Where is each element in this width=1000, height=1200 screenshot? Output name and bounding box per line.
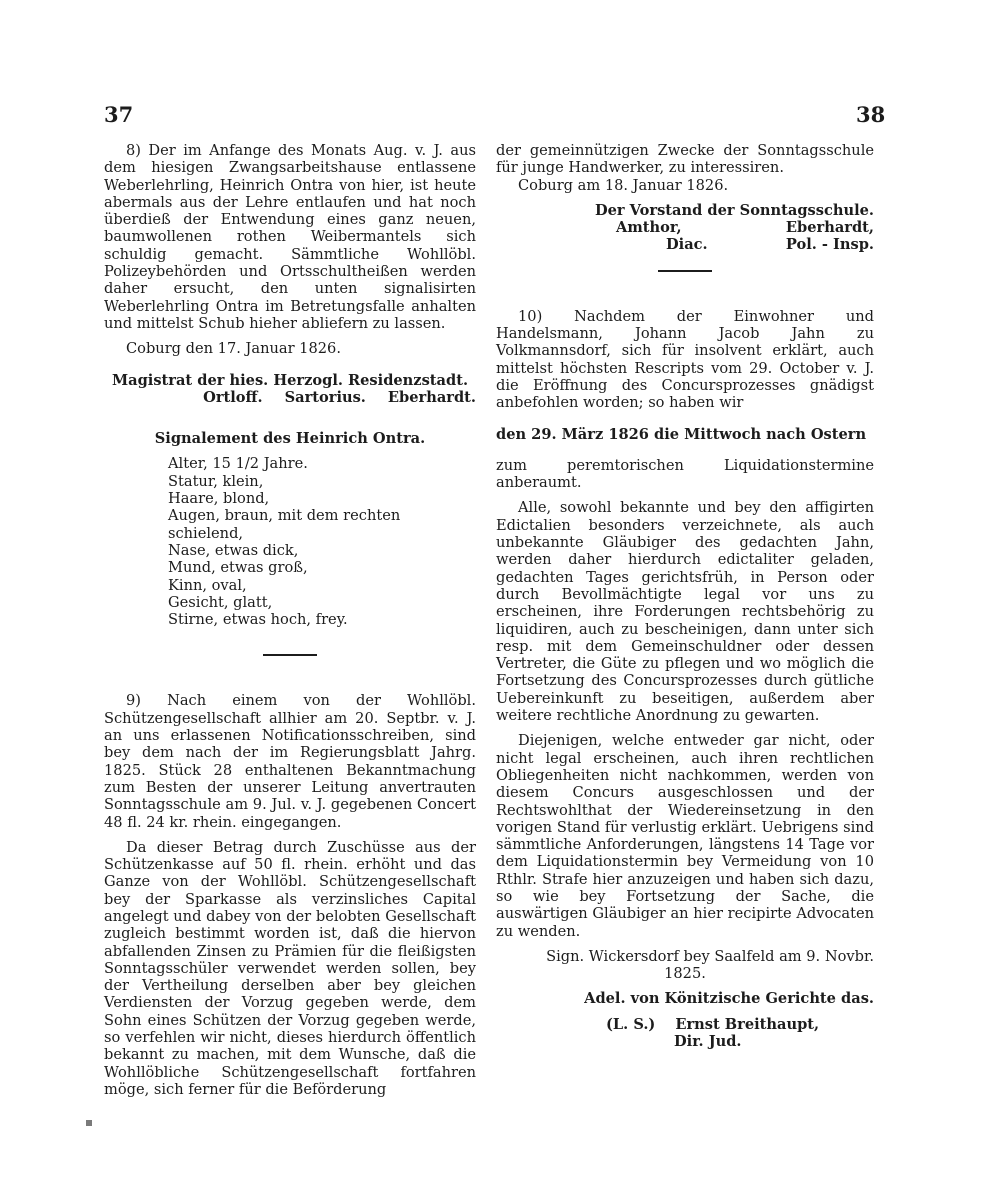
- signalement-item: Stirne, etwas hoch, frey.: [168, 611, 348, 629]
- signature-eberhardt-right: Eberhardt,: [785, 219, 874, 237]
- signalement-item: Kinn, oval,: [168, 576, 247, 594]
- left-column: [104, 142, 476, 1098]
- notice-10-para-1: 10) Nachdem der Einwohner und Handelsmann, Johann Jacob Jahn zu Volkmannsdorf, sich für insolvent erklärt, auch mittelst höchsten Rescripts vom 29. October v. J. die Eröffnung des Concursprozesses gnädigst anbefohlen worden; so haben wir: [496, 307, 874, 412]
- page-number-left: 37: [104, 102, 134, 127]
- notice-10-seal-line: [496, 1016, 874, 1033]
- print-mark: [86, 1120, 92, 1126]
- notice-9-signatures-2: [496, 236, 874, 253]
- signalement-list: [104, 455, 476, 628]
- signalement-item: Nase, etwas dick,: [168, 541, 299, 559]
- signature-sartorius: Sartorius.: [284, 388, 366, 406]
- notice-10-para-2: Alle, sowohl bekannte und bey den affigirten Edictalien besonders verzeichnete, als auch unbekannte Gläubiger des gedachten Jahn, werden daher hierdurch edictaliter geladen, gedachten Tages gerichtsfrüh, in Person oder durch Bevollmächtigte legal vor uns zu erscheinen, ihre Forderungen rechtsbehörig zu liquidiren, auch zu bescheinigen, dann unter sich resp. mit dem Gemeinschuldner oder dessen Vertreter, die Güte zu pflegen und wo möglich die Fortsetzung des Concursprozesses durch gütliche Uebereinkunft zu beseitigen, außerdem aber weitere rechtliche Anordnung zu gewarten.: [496, 499, 874, 725]
- section-divider: [658, 270, 712, 272]
- notice-9-date: Coburg am 18. Januar 1826.: [518, 176, 729, 194]
- notice-9-para-1: 9) Nach einem von der Wohllöbl. Schützengesellschaft allhier am 20. Septbr. v. J. an uns erlassenen Notificationsschreiben, sind bey dem nach der im Regierungsblatt Jahrg. 1825. Stück 28 enthaltenen Bekanntmachung zum Besten der unserer Leitung anvertrauten Sonntagsschule am 9. Jul. v. J. gegebenen Concert 48 fl. 24 kr. rhein. eingegangen.: [104, 692, 476, 831]
- notice-10-para-1b: zum peremtorischen Liquidationstermine anberaumt.: [496, 456, 874, 492]
- notice-9-board: Der Vorstand der Sonntagsschule.: [594, 201, 874, 219]
- right-column: [496, 142, 874, 1050]
- notice-10-court: Adel. von Könitzische Gerichte das.: [584, 990, 874, 1008]
- signalement-item: Gesicht, glatt,: [168, 593, 273, 611]
- notice-8-authority: Magistrat der hies. Herzogl. Residenzstadt.: [111, 371, 469, 389]
- signature-amthor: Amthor,: [616, 219, 682, 237]
- section-divider: [263, 654, 317, 656]
- notice-10-year: 1825.: [664, 965, 706, 983]
- signalement-item: Statur, klein,: [168, 472, 264, 490]
- notice-10-place-date: Sign. Wickersdorf bey Saalfeld am 9. Novbr.: [546, 947, 874, 965]
- notice-8-signatures: [104, 389, 476, 406]
- signature-eberhardt: Eberhardt.: [387, 388, 476, 406]
- signalement-item: Mund, etwas groß,: [168, 559, 308, 577]
- signalement-title: Signalement des Heinrich Ontra.: [154, 430, 426, 448]
- seal-ls: (L. S.): [606, 1015, 656, 1033]
- notice-9-continuation: der gemeinnützigen Zwecke der Sonntagsschule für junge Handwerker, zu interessiren.: [496, 142, 874, 177]
- notice-10-para-3: Diejenigen, welche entweder gar nicht, oder nicht legal erscheinen, auch ihren rechtlichen Obliegenheiten nicht nachkommen, werden von diesem Concurs ausgeschlossen und der Rechtswohlthat der Wiedereinsetzung in den vorigen Stand für verlustig erklärt. Uebrigens sind sämmtliche Anforderungen, längstens 14 Tage vor dem Liquidationstermin bey Vermeidung von 10 Rthlr. Strafe hier anzuzeigen und haben sich dazu, so wie bey Fortsetzung der Sache, die auswärtigen Gläubiger an hier recipirte Advocaten zu wenden.: [496, 732, 874, 940]
- notice-8-text: 8) Der im Anfange des Monats Aug. v. J. aus dem hiesigen Zwangsarbeitshause entlassene Weberlehrling, Heinrich Ontra von hier, ist heute abermals aus der Lehre entlaufen und hat noch überdieß der Entwendung eines ganz neuen, baumwollenen rothen Weibermantels sich schuldig gemacht. Sämmtliche Wohllöbl. Polizeybehörden und Ortsschultheißen werden daher ersucht, den unten signalisirten Weberlehrling Ontra im Betretungsfalle anhalten und mittelst Schub hieher abliefern zu lassen.: [104, 142, 476, 332]
- notice-10-signer-title: Dir. Jud.: [674, 1033, 742, 1051]
- notice-9-signatures-1: [496, 219, 874, 236]
- signalement-item: Haare, blond,: [168, 490, 270, 508]
- notice-10-term-date: den 29. März 1826 die Mittwoch nach Ostern: [496, 425, 867, 443]
- signature-breithaupt: Ernst Breithaupt,: [675, 1015, 820, 1033]
- notice-9-para-2: Da dieser Betrag durch Zuschüsse aus der Schützenkasse auf 50 fl. rhein. erhöht und das Ganze von der Wohllöbl. Schützengesellschaft bey der Sparkasse als verzinsliches Capital angelegt und dabey von der belobten Gesellschaft zugleich bestimmt worden ist, daß die hiervon abfallenden Zinsen zu Prämien für die fleißigsten Sonntagsschüler verwendet werden sollen, bey der Vertheilung derselben aber bey gleichen Verdiensten der Vorzug gegeben werde, dem Sohn eines Schützen der Vorzug gegeben werde, so verfehlen wir nicht, dieses hierdurch öffentlich bekannt zu machen, mit dem Wunsche, daß die Wohllöbliche Schützengesellschaft fortfahren möge, sich ferner für die Beförderung: [104, 838, 476, 1098]
- signature-ortloff: Ortloff.: [203, 388, 263, 406]
- signature-title-diac: Diac.: [666, 236, 708, 254]
- signalement-item: Alter, 15 1/2 Jahre.: [168, 455, 308, 473]
- signalement-item: Augen, braun, mit dem rechten schielend,: [168, 507, 401, 542]
- signature-title-polinsp: Pol. - Insp.: [785, 236, 874, 254]
- page-number-right: 38: [856, 102, 886, 127]
- notice-8-date: Coburg den 17. Januar 1826.: [126, 340, 341, 358]
